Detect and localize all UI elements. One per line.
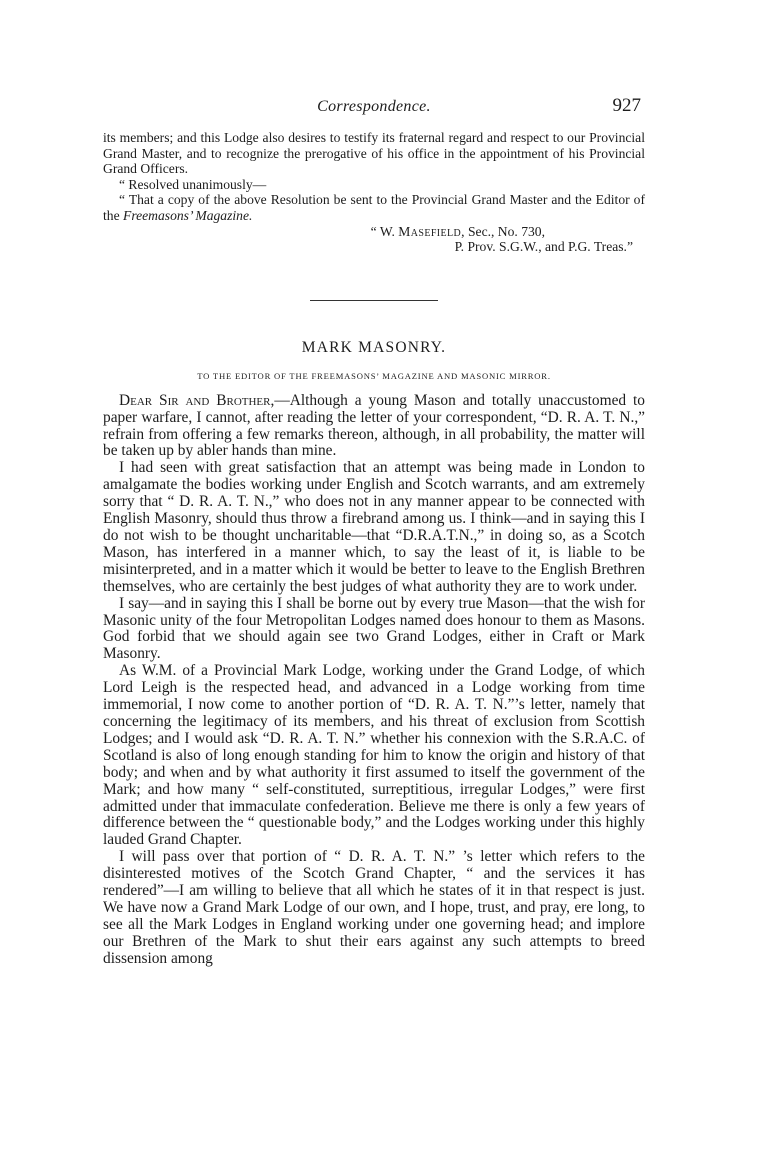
section-divider (310, 300, 438, 301)
resolution-block (103, 130, 645, 255)
resolution-unanimous: “ Resolved unanimously— (119, 176, 267, 192)
addressee-line: TO THE EDITOR OF THE FREEMASONS’ MAGAZINE AND MASONIC MIRROR. (197, 370, 551, 381)
running-title: Correspondence. (317, 98, 431, 115)
letter-body (103, 393, 645, 968)
resolution-text: its members; and this Lodge also desires to testify its fraternal regard and respect to our Provincial Grand Master, and to recognize the prerogative of his office in the appointment of his Provincial Grand Officers. (103, 130, 645, 177)
page-number: 927 (612, 95, 641, 116)
resolution-copy-text (103, 192, 645, 223)
section-title: MARK MASONRY. (301, 338, 447, 356)
signature-title: P. Prov. S.G.W., and P.G. Treas.” (454, 239, 633, 255)
magazine-title: Freemasons’ Magazine. (123, 207, 253, 223)
letter-paragraph-4: As W.M. of a Provincial Mark Lodge, working under the Grand Lodge, of which Lord Leigh is the respected head, and advanced in a Lodge working from time immemorial, I now come to another portion of “D. R. A. T. N.”’s letter, namely that concerning the legitimacy of its members, and his threat of exclusion from Scottish Lodges; and I would ask “D. R. A. T. N.” whether his connexion with the S.R.A.C. of Scotland is also of long enough standing for him to know the origin and history of that body; and when and by what authority it first assumed to itself the government of the Mark; and how many “ self-constituted, surreptitious, irregular Lodges,” were first admitted under that immaculate confederation. Believe me there is only a few years of difference between the “ questionable body,” and the Lodges working under this highly lauded Grand Chapter. (103, 662, 645, 849)
page (103, 92, 645, 968)
signature-name: Masefield (398, 223, 462, 239)
signature-prefix: “ W. (370, 223, 399, 239)
signature-suffix: , Sec., No. 730, (461, 223, 545, 239)
salutation: Dear Sir and Brother, (119, 391, 275, 409)
letter-paragraph-3: I say—and in saying this I shall be borne out by every true Mason—that the wish for Masonic unity of the four Metropolitan Lodges named does honour to them as Masons. God forbid that we should again see two Grand Lodges, either in Craft or Mark Masonry. (103, 594, 645, 663)
letter-paragraph (103, 393, 645, 461)
letter-paragraph-5: I will pass over that portion of “ D. R. A. T. N.” ’s letter which refers to the disinterested motives of the Scotch Grand Chapter, “ and the services it has rendered”—I am willing to believe that all which he states of it in that respect is just. We have now a Grand Mark Lodge of our own, and I hope, trust, and pray, ere long, to see all the Mark Lodges in England working under one governing head; and implore our Brethren of the Mark to shut their ears against any such attempts to breed dissension among (103, 848, 645, 967)
resolution-copy-main: “ That a copy of the above Resolution be sent to the Provincial Grand Master and the Editor of the (103, 192, 645, 223)
running-head (103, 92, 645, 120)
signature-name-line (103, 224, 645, 240)
letter-paragraph-1-text: —Although a young Mason and totally unaccustomed to paper warfare, I cannot, after reading the letter of your correspondent, “D. R. A. T. N.,” refrain from offering a few remarks thereon, although, in all probability, the matter will be taken up by abler hands than mine. (103, 391, 645, 460)
letter-paragraph-2: I had seen with great satisfaction that an attempt was being made in London to amalgamate the bodies working under English and Scotch warrants, and am extremely sorry that “ D. R. A. T. N.,” who does not in any manner appear to be connected with English Masonry, should thus throw a firebrand among us. I think—and in saying this I do not wish to be thought uncharitable—that “D.R.A.T.N.,” in doing so, as a Scotch Mason, has interfered in a manner which, to say the least of it, is liable to be misinterpreted, and in a matter which it would be better to leave to the English Brethren themselves, who are certainly the best judges of what authority they are to work under. (103, 459, 645, 595)
